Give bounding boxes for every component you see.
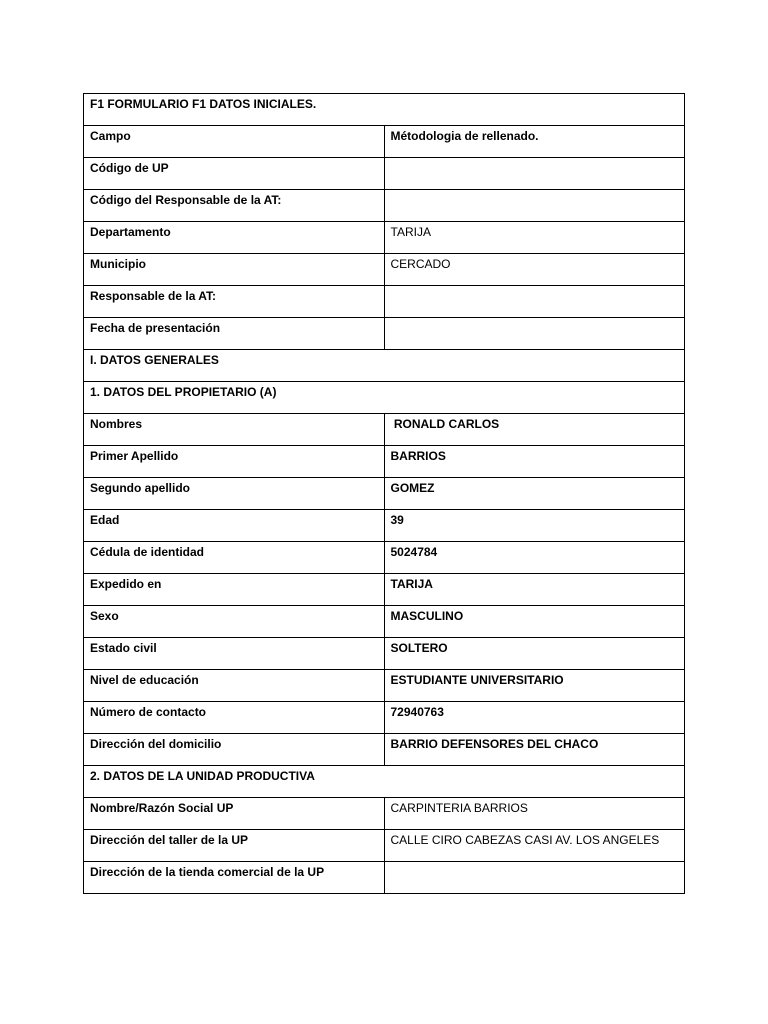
field-label: Dirección de la tienda comercial de la UP: [84, 862, 385, 894]
table-row: [84, 542, 685, 574]
header-row: [84, 126, 685, 158]
field-label: Sexo: [84, 606, 385, 638]
field-value: [384, 862, 685, 894]
header-campo: Campo: [84, 126, 385, 158]
field-value: BARRIOS: [384, 446, 685, 478]
field-value: 5024784: [384, 542, 685, 574]
field-label: Estado civil: [84, 638, 385, 670]
table-row: [84, 574, 685, 606]
field-value: 39: [384, 510, 685, 542]
field-value: [384, 286, 685, 318]
section-row: [84, 766, 685, 798]
field-value: [384, 190, 685, 222]
field-label: Nivel de educación: [84, 670, 385, 702]
field-value: SOLTERO: [384, 638, 685, 670]
field-value: [384, 158, 685, 190]
field-label: Fecha de presentación: [84, 318, 385, 350]
field-label: Código del Responsable de la AT:: [84, 190, 385, 222]
section-row: [84, 382, 685, 414]
field-value: TARIJA: [384, 222, 685, 254]
field-label: Edad: [84, 510, 385, 542]
table-row: [84, 734, 685, 766]
table-row: [84, 158, 685, 190]
field-label: Dirección del domicilio: [84, 734, 385, 766]
field-value: ESTUDIANTE UNIVERSITARIO: [384, 670, 685, 702]
form-title-row: [84, 94, 685, 126]
field-value: CERCADO: [384, 254, 685, 286]
field-label: Nombre/Razón Social UP: [84, 798, 385, 830]
table-row: [84, 862, 685, 894]
table-row: [84, 446, 685, 478]
field-value: TARIJA: [384, 574, 685, 606]
field-label: Dirección del taller de la UP: [84, 830, 385, 862]
field-value: [384, 318, 685, 350]
field-label: Código de UP: [84, 158, 385, 190]
field-label: Nombres: [84, 414, 385, 446]
section-general-title: I. DATOS GENERALES: [84, 350, 685, 382]
field-label: Departamento: [84, 222, 385, 254]
section-unit-title: 2. DATOS DE LA UNIDAD PRODUCTIVA: [84, 766, 685, 798]
field-value: 72940763: [384, 702, 685, 734]
table-row: [84, 670, 685, 702]
header-metodologia: Métodologia de rellenado.: [384, 126, 685, 158]
field-label: Número de contacto: [84, 702, 385, 734]
field-value: CARPINTERIA BARRIOS: [384, 798, 685, 830]
field-value: MASCULINO: [384, 606, 685, 638]
table-row: [84, 190, 685, 222]
field-value: GOMEZ: [384, 478, 685, 510]
table-row: [84, 702, 685, 734]
table-row: [84, 830, 685, 862]
table-row: [84, 254, 685, 286]
table-row: [84, 478, 685, 510]
form-title: F1 FORMULARIO F1 DATOS INICIALES.: [84, 94, 685, 126]
table-row: [84, 286, 685, 318]
table-row: [84, 606, 685, 638]
field-label: Segundo apellido: [84, 478, 385, 510]
section-owner-title: 1. DATOS DEL PROPIETARIO (A): [84, 382, 685, 414]
field-value: RONALD CARLOS: [384, 414, 685, 446]
table-row: [84, 318, 685, 350]
field-label: Municipio: [84, 254, 385, 286]
field-value: BARRIO DEFENSORES DEL CHACO: [384, 734, 685, 766]
form-table: [83, 93, 685, 894]
table-row: [84, 638, 685, 670]
field-label: Primer Apellido: [84, 446, 385, 478]
table-row: [84, 414, 685, 446]
table-row: [84, 510, 685, 542]
table-row: [84, 222, 685, 254]
field-value: CALLE CIRO CABEZAS CASI AV. LOS ANGELES: [384, 830, 685, 862]
field-label: Responsable de la AT:: [84, 286, 385, 318]
section-row: [84, 350, 685, 382]
table-row: [84, 798, 685, 830]
field-label: Cédula de identidad: [84, 542, 385, 574]
field-label: Expedido en: [84, 574, 385, 606]
